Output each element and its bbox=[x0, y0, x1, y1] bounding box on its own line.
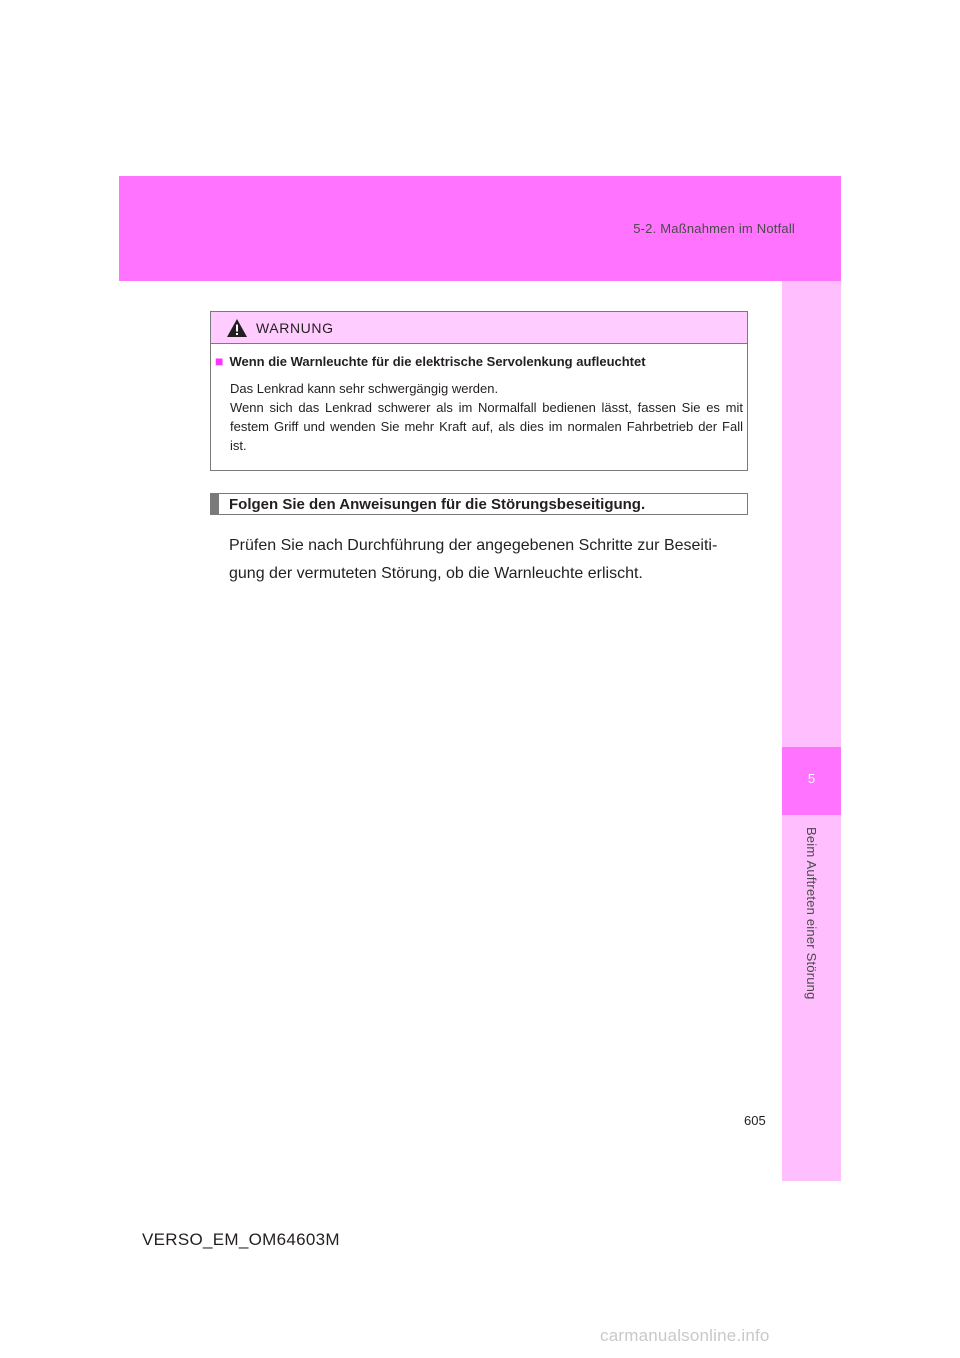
warning-header bbox=[211, 312, 747, 344]
page-number: 605 bbox=[744, 1113, 766, 1128]
warning-subtitle-text: Wenn die Warnleuchte für die elektrische Servolenkung aufleuchtet bbox=[229, 353, 646, 369]
chapter-title bbox=[782, 827, 841, 1017]
chapter-tab[interactable] bbox=[782, 747, 841, 815]
section-body bbox=[229, 532, 749, 588]
square-bullet-icon: ■ bbox=[215, 353, 224, 369]
warning-label: WARNUNG bbox=[256, 319, 334, 336]
warning-text bbox=[230, 379, 743, 455]
watermark-link[interactable]: carmanualsonline.info bbox=[600, 1326, 770, 1345]
warning-line: Wenn sich das Lenkrad schwerer als im Normalfall bedienen lässt, fassen Sie es mit festem Griff und wenden Sie mehr Kraft auf, als dies im normalen Fahrbetrieb der Fall ist. bbox=[230, 400, 743, 453]
chapter-side-strip bbox=[782, 281, 841, 1181]
section-heading-text: Folgen Sie den Anweisungen für die Störungsbeseitigung. bbox=[229, 495, 646, 513]
warning-subtitle bbox=[215, 353, 646, 369]
document-code: VERSO_EM_OM64603M bbox=[142, 1230, 340, 1249]
header-band bbox=[119, 176, 841, 281]
section-heading bbox=[210, 493, 748, 515]
section-reference: 5-2. Maßnahmen im Notfall bbox=[633, 221, 795, 236]
section-body-text: Prüfen Sie nach Durchführung der angegebenen Schritte zur Beseiti-gung der vermuteten Störung, ob die Warnleuchte erlischt. bbox=[229, 537, 718, 582]
heading-marker bbox=[211, 494, 219, 514]
warning-triangle-icon bbox=[226, 318, 248, 338]
warning-box bbox=[210, 311, 748, 471]
chapter-title-text: Beim Auftreten einer Störung bbox=[804, 827, 819, 1000]
warning-line: Das Lenkrad kann sehr schwergängig werden. bbox=[230, 381, 499, 396]
chapter-number: 5 bbox=[807, 771, 816, 786]
